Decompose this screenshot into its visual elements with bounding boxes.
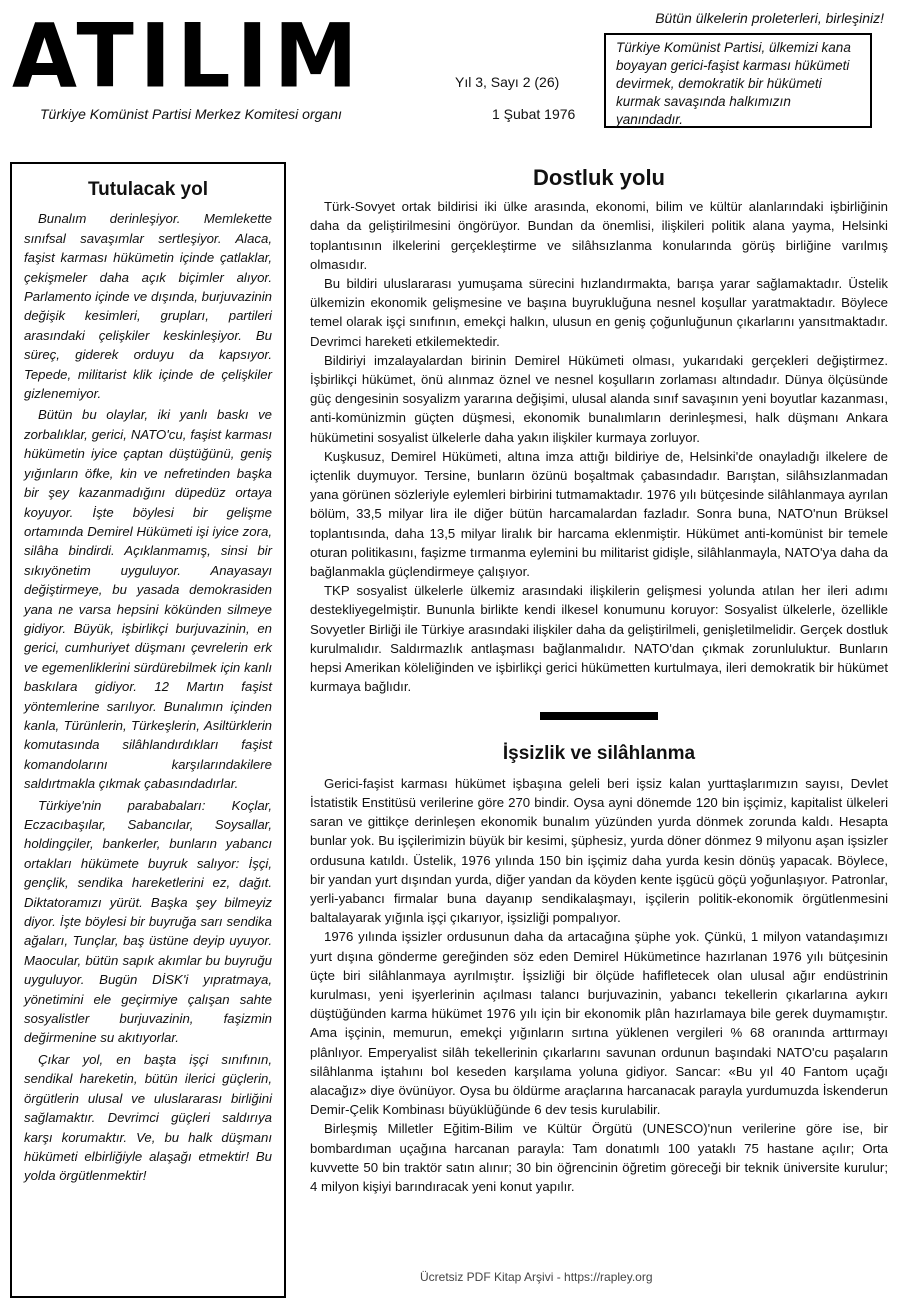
article-1-paragraph: Bildiriyi imzalayalardan birinin Demirel Hükümeti olması, yukarıdaki gerçekleri değiştirmez. İşbirlikçi hükümet, önü alınmaz öznel ve nesnel koşulların zorlaması altındadır. Dünya ölçüsünde güç dengesinin sosyalizm yararına değişimi, ulusal alanda sınıf savaşının yeni boyutlar kazanması, anti-komünizmin güçten düşmesi, ekonomik bunalımların derinleşmesi, halk düşmanı Ankara hükümetini sosyalist ülkelerle daha yakın ilişkiler kurmaya zorluyor. bbox=[310, 352, 888, 445]
article-1-paragraph: TKP sosyalist ülkelerle ülkemiz arasındaki ilişkilerin gelişmesi yolunda atılan her ileri adımı destekliyegelmiştir. Bununla birlikte kendi ilkesel konumunu koruyor: Sosyalist ülkelerle, özellikle Sovyetler Birliği ile Türkiye arasındaki ilişkiler daha da geliştirilmeli, genişletilmelidir. Gerçek dostluk kurulmalıdır. Saldırmazlık antlaşması bağlanmalıdır. NATO'dan çıkmak zorunluluktur. Bunların hepsi Amerikan köleliğinden ve işbirlikçi gerici hükümetten kurtulmaya, ileri demokratik bir hükümet kurmaya bağlıdır. bbox=[310, 583, 888, 695]
right-column bbox=[310, 165, 888, 1196]
newspaper-logo: ATILIM bbox=[12, 4, 364, 108]
slogan-top: Bütün ülkelerin proleterleri, birleşiniz! bbox=[655, 10, 884, 26]
slogan-box: Türkiye Komünist Partisi, ülkemizi kana boyayan gerici-faşist karması hükümeti devirmek, demokratik bir hükümeti kurmak savaşında halkımızın yanındadır. bbox=[604, 33, 872, 128]
article-1-paragraph: Bu bildiri uluslararası yumuşama sürecini hızlandırmakta, barışa yarar sağlamaktadır. Üstelik ülkemizin ekonomik gelişmesine ve başına buyrukluğuna nesnel koşullar yaratmaktadır. Böylece temel olarak işçi sınıfının, emekçi halkın, ulusun en geniş çoğunluğunun çıkarlarını yansıtmaktadır. Devrimci hareketi etkilemektedir. bbox=[310, 276, 888, 349]
article-1-title: Dostluk yolu bbox=[532, 165, 665, 190]
issue-number: Yıl 3, Sayı 2 (26) bbox=[455, 74, 560, 90]
article-1-paragraph: Kuşkusuz, Demirel Hükümeti, altına imza attığı bildiriye de, Helsinki'de onayladığı ilkelere de içtenlik duymuyor. Tersine, bunların özünü boşaltmak çabasındadır. Barıştan, silâhsızlanmadan yana görünen sözleriyle eylemleri birbirini tutmamaktadır. 1976 yılı bütçesinde silâhlanmaya ayrılan bölüm, 33,5 milyar lira ile diğer bütün harcamalardan fazladır. Sonra buna, NATO'nun Brüksel toplantısında, daha 13,5 milyar liralık bir harcama eklenmiştir. Hükümet anti-komünist bir temele oturan politikasını, faşizme tırmanma eylemini bu militarist gidişle, silâhlanmayla, NATO'ya daha da bağlanmakla güçlendirmeye çalışıyor. bbox=[310, 448, 888, 580]
masthead bbox=[0, 0, 900, 140]
article-2-paragraph: Gerici-faşist karması hükümet işbaşına geleli beri işsiz kalan yurttaşlarımızın sayısı, Devlet İstatistik Enstitüsü verilerine göre 270 bindir. Oysa ayni dönemde 120 bin işçimiz, kapitalist ülkeleri saran ve gittikçe derinleşen ekonomik bunalım yüzünden yurda dönmek zorunda kaldı. Hesapta bunlar yok. Bu işçilerimizin büyük bir kesimi, şüphesiz, yurda döner dönmez 9 milyonu aşan işsizler ordusuna katıldı. Üstelik, 1976 yılında 150 bin işçimiz daha yurda kesin dönüş yapacak. Böylece, bir yandan yurt dışından yurda, diğer yandan da köyden kente işgücü göçü yoğunlaşıyor. Patronlar, yerli-yabancı firmalar buna dayanıp sendikalaşmayı, işçilerin politik-ekonomik örgütlenmesini baltalayarak yığınla işçi çıkarıyor, işsizliği pompalıyor. bbox=[310, 775, 888, 926]
left-paragraph: Çıkar yol, en başta işçi sınıfının, sendikal hareketin, bütün ilerici güçlerin, örgütlerin ulusal ve uluslararası birliğini sağlamaktır. Devrimci güçleri saldırıya karşı korumaktır. Ve, bu halk düşmanı hükümeti elbirliğiyle alaşağı etmektir! Bu yolda örgütlenmektir! bbox=[24, 1051, 272, 1184]
left-paragraph: Bunalım derinleşiyor. Memlekette sınıfsal savaşımlar sertleşiyor. Alaca, faşist karması hükümetin içinde çatlaklar, çekişmeler daha açık biçimler alıyor. Parlamento içinde ve dışında, burjuvazinin değişik kesimleri, grupları, partileri arasındaki çelişkiler keskinleşiyor. Bu süreç, giderek orduyu da kapsıyor. Tepede, militarist klik içinde de çelişkiler gizlenemiyor. bbox=[24, 211, 272, 402]
left-article-title: Tutulacak yol bbox=[87, 179, 208, 200]
article-1-paragraph: Türk-Sovyet ortak bildirisi iki ülke arasında, ekonomi, bilim ve kültür alanlarındaki işbirliğinin daha da geliştirilmesini öngörüyor. Bundan da önemlisi, ilişkileri politik alana yayma, Helsinki toplantısının ilkelerini gerçekleştirme ve silâhsızlanma konularında görüş birliğine varılmış olmasıdır. bbox=[310, 199, 888, 272]
left-paragraph: Türkiye'nin parababaları: Koçlar, Eczacıbaşılar, Sabancılar, Soysallar, holdingçiler, bankerler, bunların yabancı ortakları hükümete buyruk salıyor: İşçi, gençlik, sendika hareketlerini ez, dağıt. Diktatoramızı yürüt. Başka şey bilmeyiz diyor. İşte böylesi bir buyruğa sarı sendika ağaları, Tunçlar, baş üstüne deyip uyuyor. Maocular, bütün sapık akımlar bu buyruğu uyguluyor. Bugün DİSK'i yıpratmaya, yönetimini ele geçirmiye çalışan sahte sosyalistler burjuvazinin, faşizmin değirmenine su akıtıyorlar. bbox=[24, 797, 272, 1046]
article-2-title: İşsizlik ve silâhlanma bbox=[502, 743, 696, 765]
section-divider bbox=[540, 712, 658, 720]
organ-subtitle: Türkiye Komünist Partisi Merkez Komitesi organı bbox=[40, 106, 342, 122]
left-article bbox=[10, 162, 286, 1298]
issue-date: 1 Şubat 1976 bbox=[492, 106, 576, 122]
watermark-footer: Ücretsiz PDF Kitap Arşivi - https://rapley.org bbox=[420, 1270, 653, 1284]
left-paragraph: Bütün bu olaylar, iki yanlı baskı ve zorbalıklar, gerici, NATO'cu, faşist karması hükümetin iyice çaptan düştüğünü, geniş yığınların öfke, kin ve nefretinden başka bir şey kazanmadığını düpedüz ortaya koyuyor. İşte böylesi bir gelişme ortamında Demirel Hükümeti işi iyice zora, silâha bindirdi. Açıklanmamış, sinsi bir sıkıyönetim uyguluyor. Anayasayı değiştirmeye, bu yasada demokrasiden yana ne varsa hepsini kökünden silmeye gidiyor. Büyük, işbirlikçi burjuvazinin, en gerici, cumhuriyet düşmanı çevrelerin erk ve egemenliklerini sürdürebilmek için kanlı baskılara gidiyor. 12 Martın faşist yöntemlerine sarılıyor. Bunalımın içinden kanla, Türünlerin, Türkeşlerin, Asiltürklerin komutasında silâhlandırdıkları faşist komandolarını karşılarındakilere saldırtmakla çıkmak çabasındadırlar. bbox=[24, 407, 272, 792]
article-2-paragraph: Birleşmiş Milletler Eğitim-Bilim ve Kültür Örgütü (UNESCO)'nun verilerine göre ise, bir bombardıman uçağına harcanan parayla: Tam donatımlı 100 yataklı 75 hastane açılır; Orta kuvvette 50 bin traktör satın alınır; 30 bin öğrencinin öğretim göreceği bir teknik üniversite kurulur; 4 milyon kişiyi barındıracak yeni konut yapılır. bbox=[310, 1121, 888, 1194]
article-2-paragraph: 1976 yılında işsizler ordusunun daha da artacağına şüphe yok. Çünkü, 1 milyon vatandaşımızı yurt dışına gönderme gereğinden söz eden Demirel Hükümetince hazırlanan 1976 yılı bütçesinin üçte biri silâhlanmaya ayrılmıştır. İşsizliği bir ölçüde hafifletecek olan ulusal ağır endüstrinin kurulması, yeni işyerlerinin açılması talancı burjuvazinin, yabancı tekellerin çıkarlarına aykırı düştüğünden karma hükümet 1976 yılı için bir ekonomik plân hazırlamaya bile gerek duymamıştır. Ama işçinin, memurun, emekçi yığınların sırtına yüklenen vergileri % 68 oranında arttırmayı plânlıyor. Emperyalist silâh tekellerinin çıkarlarını savunan ordunun başındaki NATO'cu paşaların silâhlanma iştahını bol keseden karşılama yoluna gidiyor. Sancar: «Bu yıl 40 Fantom uçağı alacağız» diye övünüyor. Oysa bu öldürme araçlarına harcanacak parayla yurdumuzda İskenderun Demir-Çelik Kombinası büyüklüğünde 6 dev tesis kurulabilir. bbox=[310, 929, 888, 1118]
